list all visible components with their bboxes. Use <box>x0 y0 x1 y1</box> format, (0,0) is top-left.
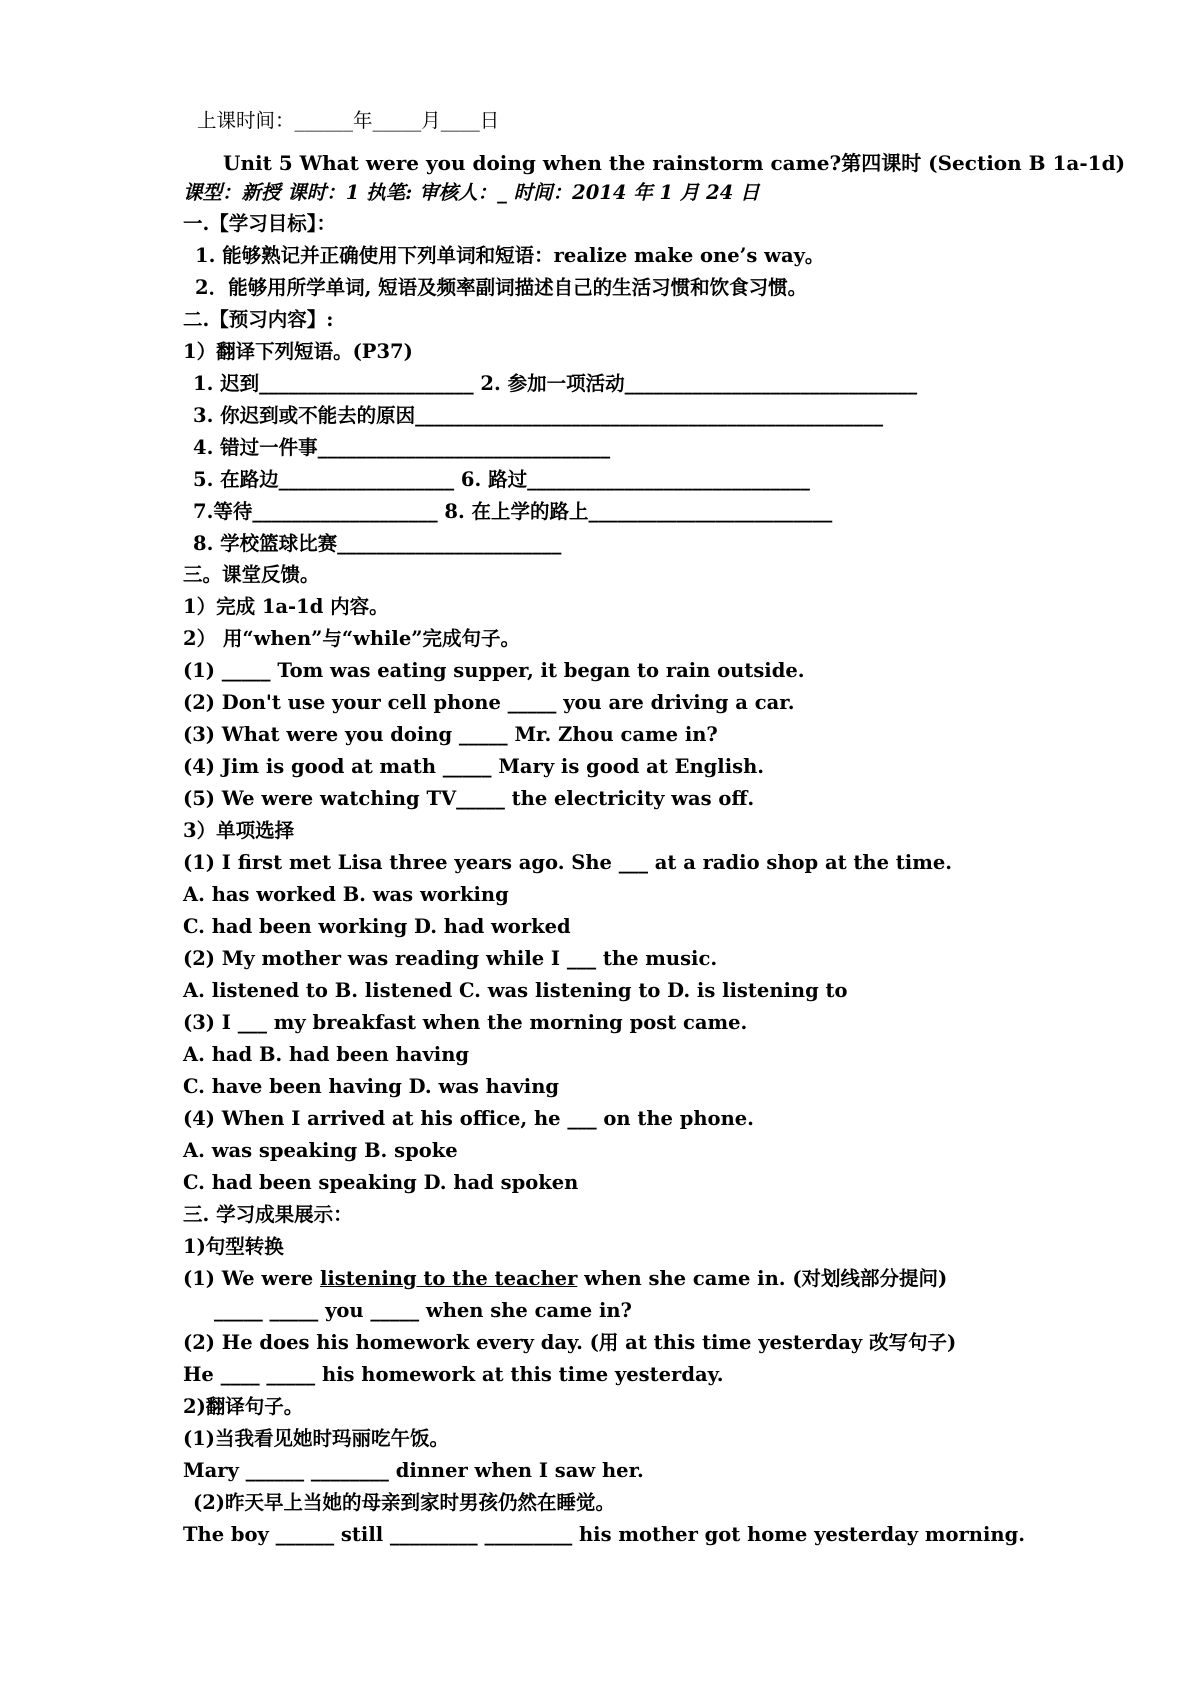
results-subheading: 2)翻译句子。 <box>183 1395 304 1418</box>
results-subheading: 1)句型转换 <box>183 1235 284 1258</box>
choice-line: C. had been speaking D. had spoken <box>183 1171 579 1194</box>
choice-line: (3) I ___ my breakfast when the morning post came. <box>183 1011 748 1034</box>
goal-item: 1. 能够熟记并正确使用下列单词和短语：realize make one’s way。 <box>195 244 825 267</box>
transform-answer: _____ _____ you _____ when she came in? <box>214 1299 632 1322</box>
preview-subheading: 1）翻译下列短语。(P37) <box>183 340 413 363</box>
choice-line: (1) I first met Lisa three years ago. She ___ at a radio shop at the time. <box>183 851 953 874</box>
translate-question: (1)当我看见她时玛丽吃午饭。 <box>183 1427 450 1450</box>
preview-line: 5. 在路边__________________ 6. 路过_____________________________ <box>193 468 810 491</box>
translate-question: (2)昨天早上当她的母亲到家时男孩仍然在睡觉。 <box>193 1491 616 1514</box>
choice-line: A. was speaking B. spoke <box>183 1139 458 1162</box>
goals-heading: 一.【学习目标】： <box>183 212 337 235</box>
choice-line: A. had B. had been having <box>183 1043 470 1066</box>
fill-in-question: (3) What were you doing _____ Mr. Zhou came in? <box>183 723 718 746</box>
preview-line: 7.等待___________________ 8. 在上学的路上_________________________ <box>193 500 833 523</box>
underlined-phrase: listening to the teacher <box>319 1267 578 1290</box>
feedback-subheading: 1）完成 1a-1d 内容。 <box>183 595 389 618</box>
transform-prefix: (1) We were <box>183 1267 320 1290</box>
fill-in-question: (1) _____ Tom was eating supper, it began to rain outside. <box>183 659 805 682</box>
feedback-subheading: 2） 用“when”与“while”完成句子。 <box>183 627 520 650</box>
fill-in-question: (2) Don't use your cell phone _____ you are driving a car. <box>183 691 795 714</box>
transform-suffix: when she came in. (对划线部分提问) <box>577 1267 948 1290</box>
choice-line: (2) My mother was reading while I ___ the music. <box>183 947 718 970</box>
transform-question <box>183 1267 947 1291</box>
choice-line: A. has worked B. was working <box>183 883 509 906</box>
fill-in-question: (4) Jim is good at math _____ Mary is good at English. <box>183 755 765 778</box>
preview-line: 1. 迟到______________________ 2. 参加一项活动______________________________ <box>193 372 918 395</box>
results-heading: 三. 学习成果展示： <box>183 1203 353 1226</box>
preview-heading: 二.【预习内容】: <box>183 308 334 331</box>
translate-answer: Mary ______ ________ dinner when I saw her. <box>183 1459 644 1482</box>
choice-line: C. have been having D. was having <box>183 1075 560 1098</box>
feedback-subheading: 3）单项选择 <box>183 819 295 842</box>
date-line: 上课时间：______年_____月____日 <box>197 109 500 132</box>
page-title: Unit 5 What were you doing when the rainstorm came?第四课时 (Section B 1a-1d) <box>223 151 1126 175</box>
goal-item: 2．能够用所学单词, 短语及频率副词描述自己的生活习惯和饮食习惯。 <box>195 276 808 299</box>
choice-line: (4) When I arrived at his office, he ___ on the phone. <box>183 1107 754 1130</box>
transform-answer: He ____ _____ his homework at this time yesterday. <box>183 1363 724 1386</box>
preview-line: 8. 学校篮球比赛_______________________ <box>193 532 562 555</box>
feedback-heading: 三。课堂反馈。 <box>183 563 320 586</box>
translate-answer: The boy ______ still _________ _________ his mother got home yesterday morning. <box>183 1523 1025 1546</box>
fill-in-question: (5) We were watching TV_____ the electricity was off. <box>183 787 755 810</box>
transform-question: (2) He does his homework every day. (用 at this time yesterday 改写句子) <box>183 1331 957 1354</box>
preview-line: 4. 错过一件事______________________________ <box>193 436 611 459</box>
lesson-meta: 课型：新授 课时：1 执笔: 审核人：_ 时间：2014 年 1 月 24 日 <box>183 181 760 204</box>
choice-line: C. had been working D. had worked <box>183 915 571 938</box>
preview-line: 3. 你迟到或不能去的原因________________________________________________ <box>193 404 884 427</box>
choice-line: A. listened to B. listened C. was listening to D. is listening to <box>183 979 848 1002</box>
